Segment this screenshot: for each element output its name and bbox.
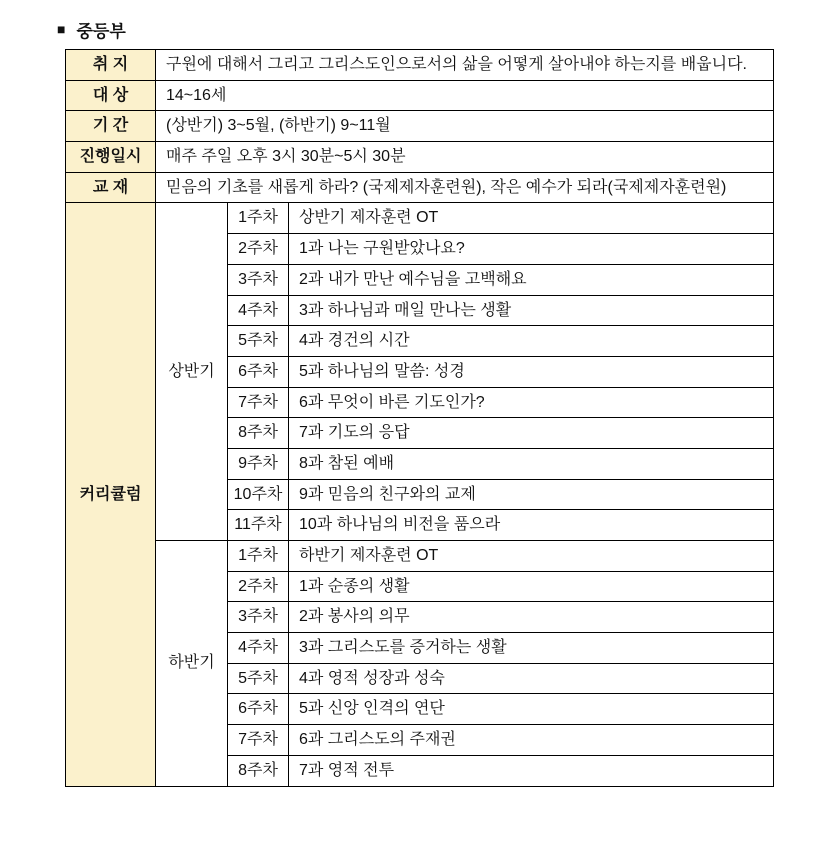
week-cell: 5주차 [228,326,289,357]
topic-cell: 3과 하나님과 매일 만나는 생활 [289,295,774,326]
week-cell: 7주차 [228,725,289,756]
week-cell: 9주차 [228,448,289,479]
topic-cell: 4과 경건의 시간 [289,326,774,357]
week-cell: 8주차 [228,755,289,786]
topic-cell: 1과 나는 구원받았나요? [289,234,774,265]
textbook-value: 믿음의 기초를 새롭게 하라? (국제제자훈련원), 작은 예수가 되라(국제제자훈련원) [156,172,774,203]
schedule-label: 진행일시 [66,142,156,173]
week-cell: 2주차 [228,571,289,602]
second-half-label: 하반기 [156,541,228,787]
topic-cell: 5과 신앙 인격의 연단 [289,694,774,725]
week-cell: 3주차 [228,602,289,633]
week-cell: 2주차 [228,234,289,265]
purpose-row [66,50,774,81]
week-cell: 1주차 [228,203,289,234]
week-cell: 4주차 [228,633,289,664]
schedule-value: 매주 주일 오후 3시 30분~5시 30분 [156,142,774,173]
week-cell: 1주차 [228,541,289,572]
curriculum-week-row [66,541,774,572]
square-bullet-icon: ■ [57,21,66,37]
textbook-label: 교 재 [66,172,156,203]
topic-cell: 3과 그리스도를 증거하는 생활 [289,633,774,664]
curriculum-label: 커리큘럼 [66,203,156,786]
section-title [57,18,819,40]
week-cell: 4주차 [228,295,289,326]
week-cell: 11주차 [228,510,289,541]
topic-cell: 2과 봉사의 의무 [289,602,774,633]
week-cell: 6주차 [228,356,289,387]
textbook-row [66,172,774,203]
program-table [65,49,774,787]
period-label: 기 간 [66,111,156,142]
topic-cell: 7과 영적 전투 [289,755,774,786]
topic-cell: 1과 순종의 생활 [289,571,774,602]
week-cell: 7주차 [228,387,289,418]
period-value: (상반기) 3~5월, (하반기) 9~11월 [156,111,774,142]
topic-cell: 2과 내가 만난 예수님을 고백해요 [289,264,774,295]
topic-cell: 6과 무엇이 바른 기도인가? [289,387,774,418]
week-cell: 8주차 [228,418,289,449]
topic-cell: 10과 하나님의 비전을 품으라 [289,510,774,541]
topic-cell: 하반기 제자훈련 OT [289,541,774,572]
purpose-value: 구원에 대해서 그리고 그리스도인으로서의 삶을 어떻게 살아내야 하는지를 배웁니다. [156,50,774,81]
period-row [66,111,774,142]
topic-cell: 5과 하나님의 말씀: 성경 [289,356,774,387]
week-cell: 6주차 [228,694,289,725]
target-value: 14~16세 [156,80,774,111]
topic-cell: 7과 기도의 응답 [289,418,774,449]
purpose-label: 취 지 [66,50,156,81]
target-row [66,80,774,111]
topic-cell: 상반기 제자훈련 OT [289,203,774,234]
section-title-text: 중등부 [76,21,126,41]
first-half-label: 상반기 [156,203,228,541]
topic-cell: 9과 믿음의 친구와의 교제 [289,479,774,510]
topic-cell: 4과 영적 성장과 성숙 [289,663,774,694]
topic-cell: 8과 참된 예배 [289,448,774,479]
target-label: 대 상 [66,80,156,111]
week-cell: 3주차 [228,264,289,295]
topic-cell: 6과 그리스도의 주재권 [289,725,774,756]
week-cell: 5주차 [228,663,289,694]
week-cell: 10주차 [228,479,289,510]
schedule-row [66,142,774,173]
curriculum-week-row [66,203,774,234]
